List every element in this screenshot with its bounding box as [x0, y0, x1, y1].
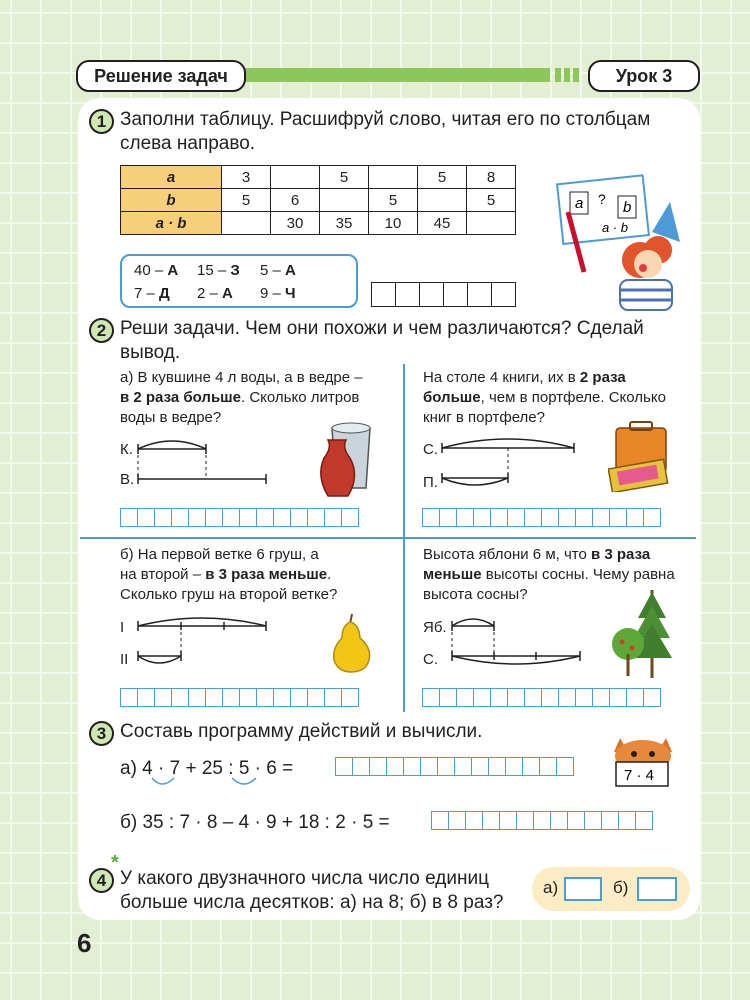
legend-letter: А	[222, 285, 233, 302]
problem-line	[120, 565, 395, 585]
problem-rest: высоты сосны. Чему равна	[481, 566, 675, 583]
answer-cell[interactable]	[120, 508, 138, 527]
answer-cell[interactable]	[154, 688, 172, 707]
answer-cell[interactable]	[443, 282, 468, 307]
pear-illustration	[328, 612, 374, 674]
answer-cell[interactable]	[467, 282, 492, 307]
answer-a-input[interactable]	[564, 877, 602, 901]
problem-b-left	[120, 545, 395, 605]
answer-cell[interactable]	[395, 282, 420, 307]
problem-line: а) В кувшине 4 л воды, а в ведре –	[120, 369, 363, 386]
diagram-label: С.	[423, 651, 438, 668]
answer-cell[interactable]	[618, 811, 636, 830]
answer-cell[interactable]	[154, 508, 172, 527]
table-cell[interactable]	[467, 212, 516, 235]
legend-num: 9 –	[260, 285, 281, 302]
answer-cell[interactable]	[505, 757, 523, 776]
legend-num: 2 –	[197, 285, 218, 302]
task3-text: Составь программу действий и вычисли.	[120, 721, 483, 742]
answer-cell[interactable]	[550, 811, 568, 830]
answer-cell[interactable]	[491, 282, 516, 307]
answer-cell[interactable]	[507, 508, 525, 527]
answer-cell[interactable]	[307, 508, 325, 527]
answer-cell[interactable]	[222, 688, 240, 707]
answer-cell[interactable]	[171, 688, 189, 707]
table-cell[interactable]	[369, 166, 418, 189]
table-cell[interactable]: 5	[369, 189, 418, 212]
answer-cell[interactable]	[643, 688, 661, 707]
jug-and-bucket-illustration	[312, 418, 382, 500]
answer-cell[interactable]	[524, 508, 542, 527]
problem-line	[120, 388, 395, 408]
answer-cells[interactable]	[423, 508, 661, 527]
letter-legend	[120, 254, 358, 308]
answer-cell[interactable]	[575, 688, 593, 707]
answer-cell[interactable]	[256, 508, 274, 527]
answer-b-input[interactable]	[637, 877, 677, 901]
legend-entry	[197, 262, 260, 279]
answer-cell[interactable]	[488, 757, 506, 776]
clown-face	[634, 250, 662, 278]
legend-entry	[260, 262, 323, 279]
problem-rest: .	[327, 566, 332, 583]
answer-cell[interactable]	[222, 508, 240, 527]
answer-b-label: б)	[613, 878, 629, 897]
problem-line: Сколько груш на второй ветке?	[120, 586, 338, 603]
answer-cell[interactable]	[290, 508, 308, 527]
answer-cell[interactable]	[643, 508, 661, 527]
answer-cell[interactable]	[239, 508, 257, 527]
segment-diagram-a-right	[440, 432, 580, 494]
header-dashes	[555, 68, 583, 82]
answer-cell[interactable]	[456, 688, 474, 707]
problem-bold: 2 раза	[579, 369, 626, 386]
card-question: ?	[598, 191, 606, 207]
legend-letter: З	[230, 262, 240, 279]
lesson-label: Урок 3	[588, 60, 700, 92]
legend-row	[134, 285, 323, 302]
cat-illustration	[606, 732, 686, 794]
answer-cell[interactable]	[490, 688, 508, 707]
answer-cell[interactable]	[273, 508, 291, 527]
trees-illustration	[608, 588, 678, 680]
answer-cell[interactable]	[524, 688, 542, 707]
problem-rest: , чем в портфеле. Сколько	[480, 389, 666, 406]
answer-cell[interactable]	[473, 688, 491, 707]
problem-line: воды в ведре?	[120, 409, 222, 426]
answer-cell[interactable]	[137, 688, 155, 707]
diagram-label: I	[120, 619, 125, 636]
answer-cell[interactable]	[490, 508, 508, 527]
answer-cell[interactable]	[465, 811, 483, 830]
task3-expression-a: а) 4 · 7 + 25 : 5 · 6 =	[120, 758, 294, 779]
table-cell[interactable]: 5	[418, 166, 467, 189]
problem-line	[423, 368, 693, 388]
card-b: b	[623, 199, 632, 216]
answer-cell[interactable]	[567, 811, 585, 830]
problem-bold: в 2 раза больше	[120, 389, 242, 406]
answer-cell[interactable]	[456, 508, 474, 527]
legend-num: 15 –	[197, 262, 227, 279]
cat-sign-text: 7 · 4	[624, 767, 655, 784]
table-cell[interactable]: 5	[467, 189, 516, 212]
answer-cells[interactable]	[336, 757, 574, 776]
legend-letter: Д	[159, 285, 170, 302]
answer-cell[interactable]	[422, 688, 440, 707]
answer-cell[interactable]	[609, 508, 627, 527]
task1-number: 1	[89, 109, 114, 134]
task3-expression-b: б) 35 : 7 · 8 – 4 · 9 + 18 : 2 · 5 =	[120, 812, 390, 833]
answer-cell[interactable]	[419, 282, 444, 307]
clown-shirt	[620, 280, 672, 310]
answer-cell[interactable]	[188, 688, 206, 707]
answer-cell[interactable]	[522, 757, 540, 776]
word-answer-cells[interactable]	[372, 282, 516, 307]
answer-cell[interactable]	[516, 811, 534, 830]
answer-cell[interactable]	[584, 811, 602, 830]
clown-nose	[639, 264, 647, 272]
answer-cell[interactable]	[386, 757, 404, 776]
problem-line: высота сосны?	[423, 586, 528, 603]
legend-num: 40 –	[134, 262, 164, 279]
answer-cell[interactable]	[188, 508, 206, 527]
answer-cell[interactable]	[352, 757, 370, 776]
problem-rest: Высота яблони 6 м, что	[423, 546, 591, 563]
section-title: Решение задач	[76, 60, 246, 92]
task4-text-line2: больше числа десятков: а) на 8; б) в 8 раз?	[120, 892, 504, 913]
answer-cell[interactable]	[239, 688, 257, 707]
action-order-arcs	[148, 776, 288, 794]
answer-cell[interactable]	[626, 688, 644, 707]
answer-cell[interactable]	[471, 757, 489, 776]
answer-cell[interactable]	[341, 508, 359, 527]
task3-number: 3	[89, 721, 114, 746]
table-cell[interactable]: 6	[271, 189, 320, 212]
table-header-b: b	[121, 189, 222, 212]
answer-cell[interactable]	[482, 811, 500, 830]
answer-cell[interactable]	[558, 508, 576, 527]
answer-cell[interactable]	[626, 508, 644, 527]
diagram-label: К.	[120, 441, 133, 458]
answer-cell[interactable]	[439, 508, 457, 527]
answer-cell[interactable]	[499, 811, 517, 830]
problem-line	[423, 565, 693, 585]
answer-cell[interactable]	[431, 811, 449, 830]
answer-cell[interactable]	[454, 757, 472, 776]
table-cell[interactable]: 30	[271, 212, 320, 235]
segment-diagram-b-right	[450, 612, 584, 674]
task4-text-line1: У какого двузначного числа число единиц	[120, 868, 489, 889]
segment-diagram-a-left	[136, 435, 270, 495]
card-ab: a · b	[602, 220, 629, 235]
answer-cell[interactable]	[205, 688, 223, 707]
table-cell[interactable]: 45	[418, 212, 467, 235]
answer-cell[interactable]	[592, 688, 610, 707]
problem-rest: . Сколько литров	[241, 389, 360, 406]
answer-cell[interactable]	[541, 688, 559, 707]
clown-illustration	[540, 172, 690, 312]
diagram-label: П.	[423, 474, 438, 491]
table-cell[interactable]: 35	[320, 212, 369, 235]
answer-cell[interactable]	[609, 688, 627, 707]
problem-bold: больше	[423, 389, 481, 406]
answer-cell[interactable]	[324, 508, 342, 527]
table-cell[interactable]: 10	[369, 212, 418, 235]
table-cell[interactable]: 8	[467, 166, 516, 189]
task1-table	[120, 165, 516, 235]
legend-entry	[134, 262, 197, 279]
legend-num: 7 –	[134, 285, 155, 302]
answer-cell[interactable]	[369, 757, 387, 776]
answer-cell[interactable]	[120, 688, 138, 707]
problem-line: б) На первой ветке 6 груш, а	[120, 546, 319, 563]
answer-cell[interactable]	[592, 508, 610, 527]
answer-cell[interactable]	[420, 757, 438, 776]
answer-cell[interactable]	[448, 811, 466, 830]
problem-line: книг в портфеле?	[423, 409, 545, 426]
answer-cell[interactable]	[205, 508, 223, 527]
answer-cell[interactable]	[601, 811, 619, 830]
problem-rest: на второй –	[120, 566, 206, 583]
answer-cell[interactable]	[533, 811, 551, 830]
problem-bold: в 3 раза	[591, 546, 651, 563]
answer-a-label: а)	[543, 878, 559, 897]
answer-cell[interactable]	[575, 508, 593, 527]
challenge-star-icon: *	[111, 852, 119, 874]
answer-cell[interactable]	[541, 508, 559, 527]
answer-cell[interactable]	[507, 688, 525, 707]
answer-cell[interactable]	[539, 757, 557, 776]
answer-cell[interactable]	[403, 757, 421, 776]
table-cell[interactable]	[271, 166, 320, 189]
diagram-label: II	[120, 651, 129, 668]
diagram-label: Яб.	[423, 619, 447, 636]
answer-cell[interactable]	[558, 688, 576, 707]
answer-cell[interactable]	[341, 688, 359, 707]
table-cell[interactable]	[418, 189, 467, 212]
task2-number: 2	[89, 318, 114, 343]
answer-cells[interactable]	[423, 688, 661, 707]
table-cell[interactable]	[222, 212, 271, 235]
table-cell[interactable]: 5	[222, 189, 271, 212]
clown-hat	[652, 202, 680, 242]
answer-cell[interactable]	[290, 688, 308, 707]
answer-cell[interactable]	[422, 508, 440, 527]
problem-bold: меньше	[423, 566, 482, 583]
answer-cell[interactable]	[437, 757, 455, 776]
answer-cell[interactable]	[473, 508, 491, 527]
briefcase-illustration	[608, 420, 674, 492]
answer-cell[interactable]	[324, 688, 342, 707]
answer-cells[interactable]	[432, 811, 653, 830]
table-cell[interactable]: 5	[320, 166, 369, 189]
answer-cell[interactable]	[256, 688, 274, 707]
answer-cell[interactable]	[335, 757, 353, 776]
answer-cell[interactable]	[273, 688, 291, 707]
segment-diagram-b-left	[136, 612, 270, 674]
task2-text-line1: Реши задачи. Чем они похожи и чем различаются? Сделай	[120, 318, 644, 339]
legend-entry	[260, 285, 323, 302]
legend-letter: А	[167, 262, 179, 279]
legend-letter: А	[285, 262, 296, 279]
problem-rest: На столе 4 книги, их в	[423, 369, 580, 386]
card-a: a	[575, 195, 584, 212]
problem-line	[423, 388, 693, 408]
task1-text-line2: слева направо.	[120, 133, 256, 154]
table-cell[interactable]: 3	[222, 166, 271, 189]
answer-cell[interactable]	[307, 688, 325, 707]
problem-a-right	[423, 368, 693, 428]
task1-text-line1: Заполни таблицу. Расшифруй слово, читая его по столбцам	[120, 109, 651, 130]
page-number: 6	[77, 928, 92, 958]
answer-cell[interactable]	[371, 282, 396, 307]
answer-cells[interactable]	[121, 508, 359, 527]
task4-number: 4	[89, 868, 114, 893]
diagram-label: В.	[120, 471, 135, 488]
legend-row	[134, 262, 323, 279]
legend-entry	[197, 285, 260, 302]
task2-text-line2: вывод.	[120, 342, 181, 363]
problem-line	[423, 545, 693, 565]
table-header-a: a	[121, 166, 222, 189]
horizontal-divider	[80, 537, 696, 539]
answer-cell[interactable]	[439, 688, 457, 707]
legend-entry	[134, 285, 197, 302]
answer-cell[interactable]	[556, 757, 574, 776]
table-cell[interactable]	[320, 189, 369, 212]
answer-cell[interactable]	[171, 508, 189, 527]
answer-cell[interactable]	[137, 508, 155, 527]
diagram-label: С.	[423, 441, 438, 458]
answer-cell[interactable]	[635, 811, 653, 830]
legend-letter: Ч	[285, 285, 296, 302]
header-stripe	[238, 68, 550, 82]
table-header-ab: a · b	[121, 212, 222, 235]
problem-bold: в 3 раза меньше	[205, 566, 328, 583]
legend-num: 5 –	[260, 262, 281, 279]
answer-cells[interactable]	[121, 688, 359, 707]
